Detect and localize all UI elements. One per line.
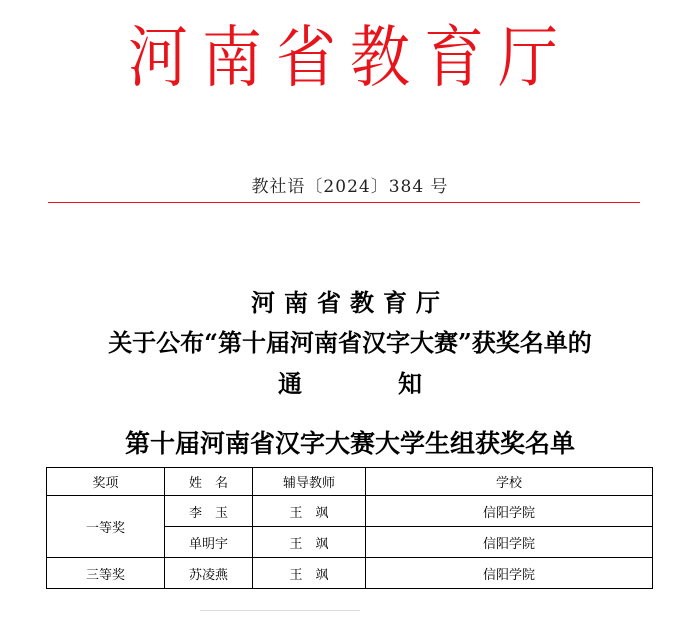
teacher-cell: 王 飒 [253, 496, 366, 527]
header-school: 学校 [366, 468, 653, 496]
teacher-cell: 王 飒 [253, 558, 366, 589]
table-row [47, 496, 653, 527]
table-row [47, 558, 653, 589]
notice-title-char-2: 知 [398, 369, 422, 398]
school-cell: 信阳学院 [366, 496, 653, 527]
school-cell: 信阳学院 [366, 527, 653, 558]
notice-title-line3 [0, 364, 700, 399]
document-number: 教社语〔2024〕384 号 [251, 177, 449, 197]
table-header-row [47, 468, 653, 496]
name-cell: 单明宇 [165, 527, 253, 558]
teacher-cell: 王 飒 [253, 527, 366, 558]
header-award: 奖项 [47, 468, 165, 496]
masthead-title: 河南省教育厅 [128, 18, 572, 98]
name-cell: 苏凌燕 [165, 558, 253, 589]
page-edge-line [200, 610, 360, 611]
award-cell: 三等奖 [47, 558, 165, 589]
award-table [46, 467, 653, 589]
school-cell: 信阳学院 [366, 558, 653, 589]
notice-title-char-1: 通 [278, 369, 302, 398]
header-teacher: 辅导教师 [253, 468, 366, 496]
award-cell: 一等奖 [47, 496, 165, 558]
award-list-title: 第十届河南省汉字大赛大学生组获奖名单 [124, 429, 575, 458]
notice-title-line1: 河南省教育厅 [251, 288, 449, 317]
name-cell: 李 玉 [165, 496, 253, 527]
header-name: 姓 名 [165, 468, 253, 496]
red-divider [48, 202, 640, 203]
notice-title-line2: 关于公布“第十届河南省汉字大赛”获奖名单的 [108, 328, 592, 357]
